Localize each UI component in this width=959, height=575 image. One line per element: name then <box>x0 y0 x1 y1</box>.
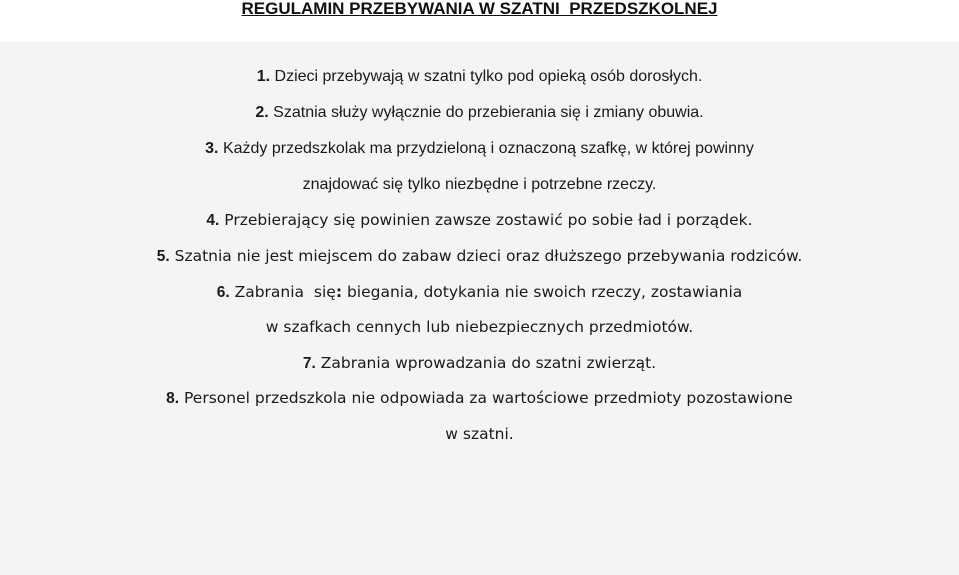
rule-number: 1. <box>256 68 271 85</box>
rule-8 <box>0 388 959 409</box>
rule-3-continuation <box>0 175 959 195</box>
rule-4 <box>0 210 959 231</box>
rule-number: 7. <box>302 355 316 372</box>
rule-6 <box>0 282 959 303</box>
rule-text: Personel przedszkola nie odpowiada za wartościowe przedmioty pozostawione <box>184 389 793 407</box>
rule-text: Każdy przedszkolak ma przydzieloną i oznaczoną szafkę, w której powinny <box>222 140 754 157</box>
title-bar <box>0 0 959 42</box>
rule-text: Zabrania wprowadzania do szatni zwierząt. <box>320 354 657 372</box>
rule-5 <box>0 246 959 267</box>
rule-6-continuation <box>0 317 959 337</box>
rule-2 <box>0 103 959 123</box>
rule-8-continuation <box>0 424 959 444</box>
document-title: REGULAMIN PRZEBYWANIA W SZATNI PRZEDSZKOLNEJ <box>241 0 718 18</box>
rule-text: Dzieci przebywają w szatni tylko pod opieką osób dorosłych. <box>274 68 703 85</box>
rule-text: w szatni. <box>445 425 514 443</box>
rule-text-bold-colon: : <box>335 283 343 301</box>
rule-text: w szafkach cennych lub niebezpiecznych przedmiotów. <box>265 318 694 336</box>
rule-number: 4. <box>206 212 220 229</box>
rule-text: Zabrania się <box>234 283 336 301</box>
rule-number: 8. <box>166 390 180 407</box>
rule-7 <box>0 353 959 374</box>
rule-text: Szatnia nie jest miejscem do zabaw dzieci oraz dłuższego przebywania rodziców. <box>174 247 803 265</box>
rule-text: znajdować się tylko niezbędne i potrzebne rzeczy. <box>302 176 657 193</box>
rule-number: 6. <box>216 284 230 301</box>
rules-list <box>0 42 959 575</box>
rule-1 <box>0 67 959 87</box>
rule-number: 2. <box>255 104 269 121</box>
rule-3 <box>0 139 959 159</box>
rule-number: 5. <box>156 248 170 265</box>
rule-number: 3. <box>205 140 219 157</box>
rule-text: Przebierający się powinien zawsze zostawić po sobie ład i porządek. <box>224 211 753 229</box>
rule-text: biegania, dotykania nie swoich rzeczy, zostawiania <box>342 283 743 301</box>
rule-text: Szatnia służy wyłącznie do przebierania się i zmiany obuwia. <box>273 104 704 121</box>
